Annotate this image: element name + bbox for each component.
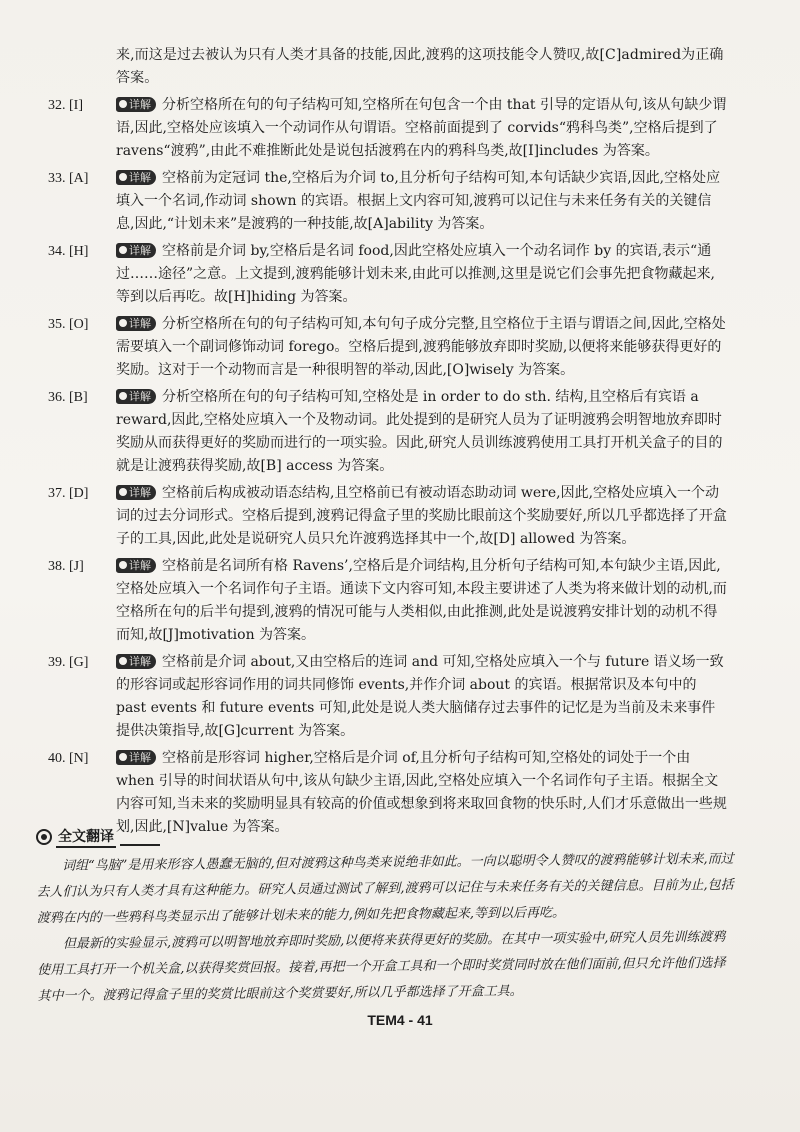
explanation-body xyxy=(116,94,728,163)
explanation-badge xyxy=(116,750,156,765)
badge-label: 详解 xyxy=(129,486,151,499)
answer-entry xyxy=(48,94,728,163)
badge-dot-icon xyxy=(119,657,127,665)
badge-dot-icon xyxy=(119,392,127,400)
answer-explanations xyxy=(48,44,728,839)
explanation-text: 空格前是介词 by,空格后是名词 food,因此空格处应填入一个动名词作 by 的宾语,表示“通过……途径”之意。上文提到,渡鸦能够计划未来,由此可以推测,这里是说它们会事先把食物藏起来,等到以后再吃。故[H]hiding 为答案。 xyxy=(116,243,715,305)
answer-entry xyxy=(48,651,728,743)
explanation-badge xyxy=(116,654,156,669)
answer-entry xyxy=(48,167,728,236)
explanation-body xyxy=(116,240,728,309)
badge-dot-icon xyxy=(119,319,127,327)
badge-dot-icon xyxy=(119,488,127,496)
question-number: 32. [I] xyxy=(48,98,83,113)
question-number: 34. [H] xyxy=(48,244,89,259)
badge-label: 详解 xyxy=(129,559,151,572)
question-number: 37. [D] xyxy=(48,486,89,501)
continuation-paragraph: 来,而这是过去被认为只有人类才具备的技能,因此,渡鸦的这项技能令人赞叹,故[C]admired为正确答案。 xyxy=(116,47,724,86)
explanation-body xyxy=(116,651,728,743)
page-number: TEM4 - 41 xyxy=(367,1012,433,1028)
explanation-body xyxy=(116,482,728,551)
bullet-circle-icon xyxy=(36,829,52,845)
translation-body xyxy=(36,847,738,1010)
explanation-text: 分析空格所在句的句子结构可知,本句句子成分完整,且空格位于主语与谓语之间,因此,空格处需要填入一个副词修饰动词 forego。空格后提到,渡鸦能够放弃即时奖励,以便将来能够获得更好的奖励。这对于一个动物而言是一种很明智的举动,因此,[O]wisely 为答案。 xyxy=(116,316,726,378)
explanation-text: 空格前为定冠词 the,空格后为介词 to,且分析句子结构可知,本句话缺少宾语,因此,空格处应填入一个名词,作动词 shown 的宾语。根据上文内容可知,渡鸦可以记住与未来任务有关的关键信息,因此,“计划未来”是渡鸦的一种技能,故[A]ability 为答案。 xyxy=(116,170,721,232)
badge-dot-icon xyxy=(119,246,127,254)
answer-entry xyxy=(48,313,728,382)
translation-paragraph: 但最新的实验显示,渡鸦可以明智地放弃即时奖励,以便将来获得更好的奖励。在其中一项实验中,研究人员先训练渡鸦使用工具打开一个机关盒,以获得奖赏回报。接着,再把一个开盒工具和一个即时奖赏同时放在他们面前,但只允许他们选择其中一个。渡鸦记得盒子里的奖赏比眼前这个奖赏要好,所以几乎都选择了开盒工具。 xyxy=(37,929,726,1004)
answer-entry xyxy=(48,240,728,309)
explanation-badge xyxy=(116,389,156,404)
badge-dot-icon xyxy=(119,173,127,181)
badge-label: 详解 xyxy=(129,390,151,403)
badge-label: 详解 xyxy=(129,244,151,257)
explanation-body xyxy=(116,555,728,647)
badge-label: 详解 xyxy=(129,98,151,111)
explanation-badge xyxy=(116,485,156,500)
explanation-badge xyxy=(116,243,156,258)
explanation-badge xyxy=(116,558,156,573)
explanation-text: 空格前是名词所有格 Ravens’,空格后是介词结构,且分析句子结构可知,本句缺少主语,因此,空格处应填入一个名词作句子主语。通读下文内容可知,本段主要讲述了人类为将来做计划的动机,而空格所在句的后半句提到,渡鸦的情况可能与人类相似,由此推测,此处是说渡鸦安排计划的动机不得而知,故[J]motivation 为答案。 xyxy=(116,558,727,643)
badge-label: 详解 xyxy=(129,751,151,764)
explanation-badge xyxy=(116,170,156,185)
title-underline xyxy=(120,844,160,846)
translation-paragraph: 词组“鸟脑”是用来形容人愚蠢无脑的,但对渡鸦这种鸟类来说绝非如此。一向以聪明令人赞叹的渡鸦能够计划未来,而过去人们认为只有人类才具有这种能力。研究人员通过测试了解到,渡鸦可以记住与未来任务有关的关键信息。目前为止,包括渡鸦在内的一些鸦科鸟类显示出了能够计划未来的能力,例如先把食物藏起来,等到以后再吃。 xyxy=(36,851,734,926)
question-number: 38. [J] xyxy=(48,559,84,574)
question-number: 35. [O] xyxy=(48,317,89,332)
answer-entry xyxy=(48,555,728,647)
badge-label: 详解 xyxy=(129,317,151,330)
question-number: 33. [A] xyxy=(48,171,89,186)
answer-entry xyxy=(48,386,728,478)
entry-list xyxy=(48,94,728,839)
explanation-badge xyxy=(116,97,156,112)
badge-dot-icon xyxy=(119,561,127,569)
translation-title: 全文翻译 xyxy=(56,826,116,848)
badge-dot-icon xyxy=(119,753,127,761)
translation-header xyxy=(36,826,736,848)
explanation-text: 空格前是形容词 higher,空格后是介词 of,且分析句子结构可知,空格处的词处于一个由 when 引导的时间状语从句中,该从句缺少主语,因此,空格处应填入一个名词作句子主语。根据全文内容可知,当未来的奖励明显具有较高的价值或想象到将来取回食物的快乐时,人们才乐意做出一些规划,因此,[N]value 为答案。 xyxy=(116,750,727,835)
badge-label: 详解 xyxy=(129,655,151,668)
question-number: 40. [N] xyxy=(48,751,89,766)
answer-entry xyxy=(48,482,728,551)
badge-dot-icon xyxy=(119,100,127,108)
explanation-text: 分析空格所在句的句子结构可知,空格处是 in order to do sth. 结构,且空格后有宾语 a reward,因此,空格处应填入一个及物动词。此处提到的是研究人员为了证明渡鸦会明智地放弃即时奖励从而获得更好的奖励而进行的一项实验。因此,研究人员训练渡鸦使用工具打开机关盒子的目的就是让渡鸦获得奖励,故[B] access 为答案。 xyxy=(116,389,723,474)
explanation-text: 空格前是介词 about,又由空格后的连词 and 可知,空格处应填入一个与 future 语义场一致的形容词或起形容词作用的词共同修饰 events,并作介词 about 的宾语。根据常识及本句中的 past events 和 future events 可知,此处是说人类大脑储存过去事件的记忆是为当前及未来事件提供决策指导,故[G]current 为答案。 xyxy=(116,654,724,739)
badge-label: 详解 xyxy=(129,171,151,184)
explanation-body xyxy=(116,313,728,382)
explanation-body xyxy=(116,386,728,478)
explanation-text: 空格前后构成被动语态结构,且空格前已有被动语态助动词 were,因此,空格处应填入一个动词的过去分词形式。空格后提到,渡鸦记得盒子里的奖励比眼前这个奖励要好,所以几乎都选择了开盒子的工具,因此,此处是说研究人员只允许渡鸦选择其中一个,故[D] allowed 为答案。 xyxy=(116,485,727,547)
explanation-body xyxy=(116,167,728,236)
full-translation-section xyxy=(36,826,736,1010)
explanation-badge xyxy=(116,316,156,331)
question-number: 36. [B] xyxy=(48,390,88,405)
explanation-text: 分析空格所在句的句子结构可知,空格所在句包含一个由 that 引导的定语从句,该从句缺少谓语,因此,空格处应该填入一个动词作从句谓语。空格前面提到了 corvids“鸦科鸟类”,空格后提到了 ravens“渡鸦”,由此不难推断此处是说包括渡鸦在内的鸦科鸟类,故[I]includes 为答案。 xyxy=(116,97,727,159)
question-number: 39. [G] xyxy=(48,655,89,670)
